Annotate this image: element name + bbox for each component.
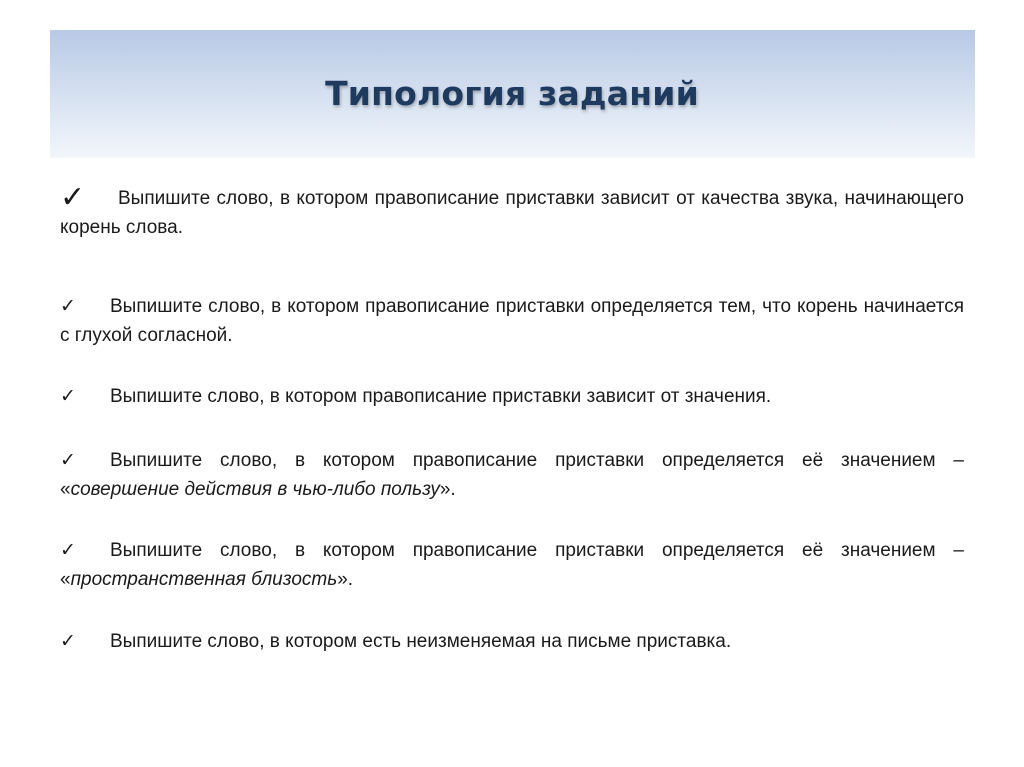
- list-item: [60, 382, 964, 411]
- checkmark-icon: ✓: [60, 295, 76, 317]
- item-text-after: ».: [337, 569, 354, 590]
- list-item: [60, 180, 964, 242]
- list-item: [60, 446, 964, 504]
- item-text-after: ».: [439, 479, 456, 500]
- list-item: [60, 536, 964, 594]
- checkmark-icon: ✓: [60, 385, 76, 407]
- item-italic: пространственная близость: [70, 569, 338, 590]
- item-text: Выпишите слово, в котором правописание приставки определяется её значением – «: [60, 540, 964, 590]
- item-text: Выпишите слово, в котором правописание приставки зависит от значения.: [110, 386, 772, 407]
- page-title: Типология заданий: [325, 74, 699, 113]
- item-text: Выпишите слово, в котором есть неизменяемая на письме приставка.: [110, 631, 732, 652]
- item-text: Выпишите слово, в котором правописание приставки определяется её значением – «: [60, 450, 964, 500]
- item-italic: совершение действия в чью-либо пользу: [70, 479, 440, 500]
- item-text: Выпишите слово, в котором правописание приставки определяется тем, что корень начинается с глухой согласной.: [60, 296, 964, 346]
- checkmark-icon: ✓: [60, 630, 76, 652]
- list-item: [60, 627, 964, 656]
- checkmark-icon: ✓: [60, 180, 86, 215]
- list-item: [60, 292, 964, 350]
- checkmark-icon: ✓: [60, 449, 76, 471]
- checkmark-icon: ✓: [60, 539, 76, 561]
- item-text: Выпишите слово, в котором правописание приставки зависит от качества звука, начинающего корень слова.: [60, 188, 964, 238]
